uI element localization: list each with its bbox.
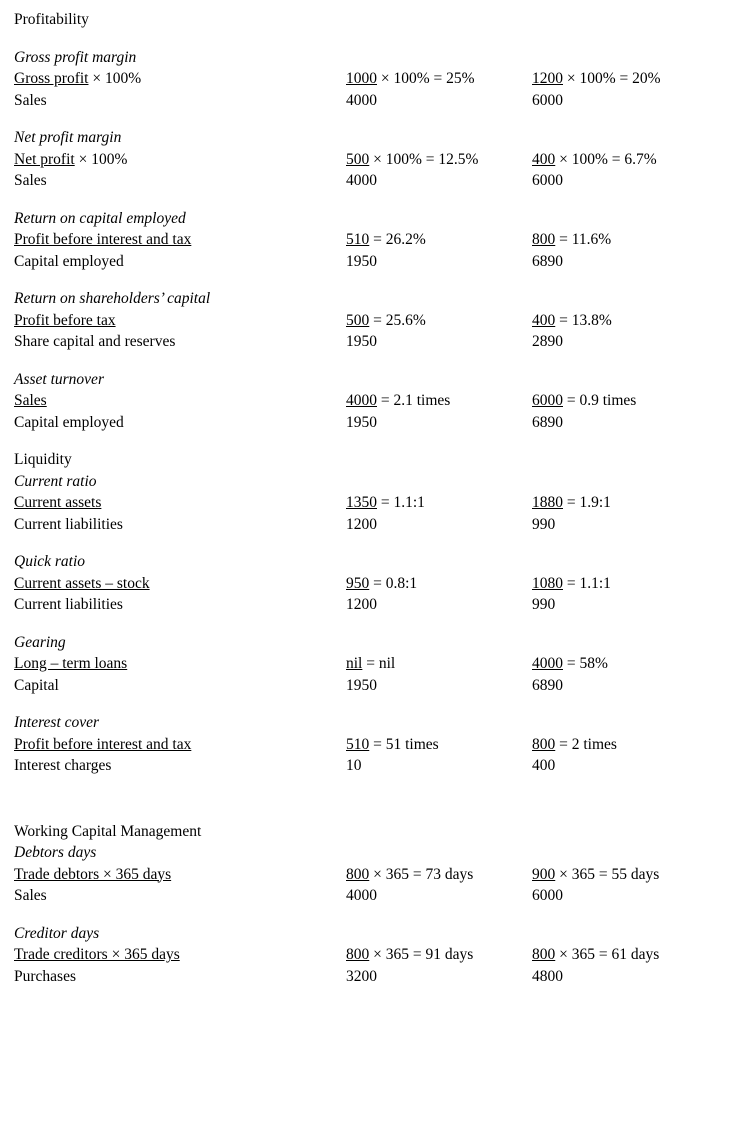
value-col2-bottom: 6890 bbox=[532, 252, 563, 270]
value-col1-suffix: = 25.6% bbox=[369, 311, 426, 329]
ratio-title: Gross profit margin bbox=[14, 48, 137, 66]
spacer bbox=[0, 777, 750, 821]
value-col1-bottom: 1200 bbox=[346, 596, 377, 613]
formula-numerator-suffix: × 100% bbox=[74, 150, 128, 168]
ratio-row-top bbox=[0, 492, 750, 514]
ratio-row-bottom bbox=[0, 755, 750, 777]
formula-numerator bbox=[0, 492, 346, 514]
ratio-block-creditor-days bbox=[0, 923, 750, 988]
formula-denominator: Interest charges bbox=[14, 757, 112, 774]
value-col1-bottom: 4000 bbox=[346, 172, 377, 189]
spacer bbox=[0, 696, 750, 712]
value-col2-suffix: = 1.9:1 bbox=[563, 494, 611, 511]
value-col1-suffix: = 2.1 times bbox=[377, 392, 451, 409]
value-col1-suffix: = 26.2% bbox=[369, 231, 426, 248]
formula-denominator: Current liabilities bbox=[14, 596, 123, 613]
ratio-row-bottom bbox=[0, 885, 750, 907]
spacer bbox=[0, 111, 750, 127]
ratio-block-return-on-shareholders-capital bbox=[0, 288, 750, 353]
value-col1-top bbox=[346, 149, 532, 171]
ratio-row-top bbox=[0, 390, 750, 412]
formula-numerator-suffix: × 100% bbox=[88, 70, 142, 87]
value-col1-top bbox=[346, 229, 532, 251]
value-col1-bottom: 4000 bbox=[346, 887, 377, 904]
ratio-row-top bbox=[0, 229, 750, 251]
ratio-row-bottom bbox=[0, 514, 750, 536]
value-col1-top bbox=[346, 310, 532, 332]
formula-numerator-text: Gross profit bbox=[14, 70, 89, 87]
value-col1-numerator: 800 bbox=[346, 865, 370, 883]
value-col2-bottom: 6890 bbox=[532, 413, 563, 431]
value-col2-suffix: = 0.9 times bbox=[563, 392, 637, 409]
ratio-title: Interest cover bbox=[14, 714, 100, 731]
value-col1-suffix: = 0.8:1 bbox=[369, 574, 418, 592]
value-col1-suffix: × 365 = 91 days bbox=[369, 946, 474, 963]
value-col1-numerator: 500 bbox=[346, 311, 370, 329]
ratio-title: Net profit margin bbox=[14, 129, 122, 146]
value-col1-bottom: 1950 bbox=[346, 333, 377, 350]
value-col2-suffix: × 365 = 61 days bbox=[555, 946, 660, 963]
spacer bbox=[0, 907, 750, 923]
ratio-title: Return on shareholders’ capital bbox=[14, 290, 211, 307]
value-col2-bottom: 6000 bbox=[532, 887, 563, 904]
formula-denominator: Sales bbox=[14, 887, 47, 904]
ratio-row-top bbox=[0, 149, 750, 171]
ratio-row-bottom bbox=[0, 412, 750, 434]
ratio-row-top bbox=[0, 944, 750, 966]
value-col1-suffix: × 365 = 73 days bbox=[369, 865, 474, 883]
ratio-title: Current ratio bbox=[14, 472, 97, 490]
value-col1-top bbox=[346, 944, 532, 966]
value-col2-bottom: 6890 bbox=[532, 676, 563, 694]
value-col1-suffix: × 100% = 25% bbox=[377, 70, 475, 87]
ratio-row-top bbox=[0, 653, 750, 675]
ratio-block-return-on-capital-employed bbox=[0, 208, 750, 273]
formula-numerator-text: Trade creditors × 365 days bbox=[14, 946, 180, 963]
formula-numerator bbox=[0, 653, 346, 675]
value-col1-numerator: 510 bbox=[346, 735, 370, 753]
value-col2-top bbox=[532, 492, 718, 514]
value-col2-suffix: = 1.1:1 bbox=[563, 574, 611, 592]
value-col2-numerator: 6000 bbox=[532, 392, 563, 409]
value-col1-numerator: 1350 bbox=[346, 494, 377, 511]
value-col1-top bbox=[346, 734, 532, 756]
formula-numerator bbox=[0, 573, 346, 595]
formula-numerator-text: Profit before interest and tax bbox=[14, 735, 192, 753]
value-col2-suffix: = 2 times bbox=[555, 735, 617, 753]
value-col2-top bbox=[532, 310, 718, 332]
value-col2-numerator: 900 bbox=[532, 865, 556, 883]
value-col1-bottom: 10 bbox=[346, 757, 362, 774]
value-col1-numerator: 950 bbox=[346, 574, 370, 592]
value-col2-numerator: 4000 bbox=[532, 655, 563, 672]
value-col1-numerator: 800 bbox=[346, 946, 370, 963]
ratio-title: Asset turnover bbox=[14, 370, 104, 388]
ratio-row-top bbox=[0, 68, 750, 90]
formula-numerator bbox=[0, 944, 346, 966]
value-col1-top bbox=[346, 653, 532, 675]
formula-denominator: Sales bbox=[14, 91, 47, 109]
value-col2-top bbox=[532, 390, 718, 412]
value-col2-numerator: 1080 bbox=[532, 574, 563, 592]
value-col2-suffix: = 58% bbox=[563, 655, 608, 672]
value-col2-numerator: 800 bbox=[532, 231, 556, 248]
value-col2-top bbox=[532, 149, 718, 171]
ratio-block-gross-profit-margin bbox=[0, 47, 750, 112]
ratio-row-bottom bbox=[0, 966, 750, 988]
formula-numerator-text: Long – term loans bbox=[14, 655, 128, 672]
value-col1-top bbox=[346, 390, 532, 412]
formula-numerator-text: Profit before tax bbox=[14, 311, 116, 329]
formula-numerator-text: Current assets bbox=[14, 494, 102, 511]
ratio-block-gearing bbox=[0, 632, 750, 697]
ratio-row-bottom bbox=[0, 331, 750, 353]
value-col2-numerator: 1200 bbox=[532, 70, 563, 87]
value-col2-numerator: 800 bbox=[532, 735, 556, 753]
value-col2-bottom: 400 bbox=[532, 757, 556, 774]
value-col1-suffix: = 1.1:1 bbox=[377, 494, 425, 511]
ratio-row-top bbox=[0, 573, 750, 595]
formula-denominator: Sales bbox=[14, 172, 47, 189]
value-col1-top bbox=[346, 864, 532, 886]
value-col1-bottom: 1950 bbox=[346, 676, 377, 694]
value-col1-numerator: nil bbox=[346, 655, 363, 672]
value-col2-bottom: 2890 bbox=[532, 333, 563, 350]
ratio-row-bottom bbox=[0, 594, 750, 616]
value-col1-numerator: 4000 bbox=[346, 392, 377, 409]
spacer bbox=[0, 353, 750, 369]
value-col2-bottom: 990 bbox=[532, 515, 556, 533]
value-col2-suffix: = 13.8% bbox=[555, 311, 612, 329]
value-col1-top bbox=[346, 492, 532, 514]
ratio-row-bottom bbox=[0, 170, 750, 192]
spacer bbox=[0, 535, 750, 551]
value-col1-suffix: × 100% = 12.5% bbox=[369, 150, 479, 168]
value-col2-top bbox=[532, 944, 718, 966]
formula-denominator: Current liabilities bbox=[14, 515, 123, 533]
value-col1-suffix: = 51 times bbox=[369, 735, 439, 753]
spacer bbox=[0, 616, 750, 632]
ratio-row-bottom bbox=[0, 675, 750, 697]
value-col1-bottom: 1950 bbox=[346, 413, 377, 431]
value-col2-bottom: 6000 bbox=[532, 172, 563, 189]
formula-numerator-text: Trade debtors × 365 days bbox=[14, 865, 172, 883]
ratio-block-debtors-days bbox=[0, 842, 750, 907]
value-col1-numerator: 500 bbox=[346, 150, 370, 168]
ratio-title: Creditor days bbox=[14, 924, 100, 942]
ratio-title: Return on capital employed bbox=[14, 209, 186, 227]
formula-denominator: Capital employed bbox=[14, 413, 124, 431]
formula-numerator bbox=[0, 149, 346, 171]
value-col2-suffix: × 100% = 6.7% bbox=[555, 150, 657, 168]
value-col2-numerator: 1880 bbox=[532, 494, 563, 511]
formula-denominator: Capital bbox=[14, 676, 59, 694]
value-col2-top bbox=[532, 653, 718, 675]
ratio-row-bottom bbox=[0, 251, 750, 273]
ratio-row-bottom bbox=[0, 90, 750, 112]
formula-numerator bbox=[0, 390, 346, 412]
value-col2-bottom: 4800 bbox=[532, 967, 563, 985]
value-col1-bottom: 1200 bbox=[346, 515, 377, 533]
ratio-row-top bbox=[0, 734, 750, 756]
top-spacer bbox=[0, 0, 750, 9]
formula-numerator bbox=[0, 229, 346, 251]
formula-numerator-text: Current assets – stock bbox=[14, 574, 150, 592]
ratio-title: Gearing bbox=[14, 633, 66, 651]
ratio-block-net-profit-margin bbox=[0, 127, 750, 192]
value-col2-top bbox=[532, 864, 718, 886]
spacer bbox=[0, 31, 750, 47]
value-col2-top bbox=[532, 573, 718, 595]
spacer bbox=[0, 192, 750, 208]
value-col1-top bbox=[346, 573, 532, 595]
value-col2-numerator: 400 bbox=[532, 150, 556, 168]
value-col2-numerator: 800 bbox=[532, 946, 556, 963]
value-col1-bottom: 4000 bbox=[346, 91, 377, 109]
formula-numerator bbox=[0, 310, 346, 332]
formula-numerator bbox=[0, 68, 346, 90]
ratio-title: Debtors days bbox=[14, 844, 97, 861]
formula-numerator bbox=[0, 864, 346, 886]
formula-numerator-text: Profit before interest and tax bbox=[14, 231, 192, 248]
value-col2-suffix: × 365 = 55 days bbox=[555, 865, 660, 883]
ratio-row-top bbox=[0, 864, 750, 886]
value-col2-top bbox=[532, 734, 718, 756]
section-heading-profitability: Profitability bbox=[14, 11, 89, 28]
formula-denominator: Purchases bbox=[14, 967, 76, 985]
value-col1-numerator: 510 bbox=[346, 231, 370, 248]
spacer bbox=[0, 272, 750, 288]
spacer bbox=[0, 433, 750, 449]
value-col2-numerator: 400 bbox=[532, 311, 556, 329]
section-heading-working-capital-management: Working Capital Management bbox=[14, 822, 202, 840]
value-col2-bottom: 990 bbox=[532, 596, 556, 613]
value-col1-bottom: 3200 bbox=[346, 967, 377, 985]
ratio-block-current-ratio bbox=[0, 471, 750, 536]
value-col1-top bbox=[346, 68, 532, 90]
ratio-block-asset-turnover bbox=[0, 369, 750, 434]
formula-numerator-text: Net profit bbox=[14, 150, 75, 168]
formula-denominator: Capital employed bbox=[14, 252, 124, 270]
section-heading-liquidity: Liquidity bbox=[14, 451, 72, 468]
value-col2-top bbox=[532, 68, 718, 90]
value-col2-suffix: = 11.6% bbox=[555, 231, 612, 248]
value-col1-bottom: 1950 bbox=[346, 252, 377, 270]
value-col2-bottom: 6000 bbox=[532, 91, 563, 109]
ratio-block-quick-ratio bbox=[0, 551, 750, 616]
value-col1-numerator: 1000 bbox=[346, 70, 377, 87]
formula-numerator-text: Sales bbox=[14, 392, 47, 409]
value-col1-suffix: = nil bbox=[362, 655, 396, 672]
ratio-title: Quick ratio bbox=[14, 553, 86, 570]
ratio-row-top bbox=[0, 310, 750, 332]
value-col2-top bbox=[532, 229, 718, 251]
value-col2-suffix: × 100% = 20% bbox=[563, 70, 661, 87]
ratio-block-interest-cover bbox=[0, 712, 750, 777]
formula-numerator bbox=[0, 734, 346, 756]
formula-denominator: Share capital and reserves bbox=[14, 333, 176, 350]
